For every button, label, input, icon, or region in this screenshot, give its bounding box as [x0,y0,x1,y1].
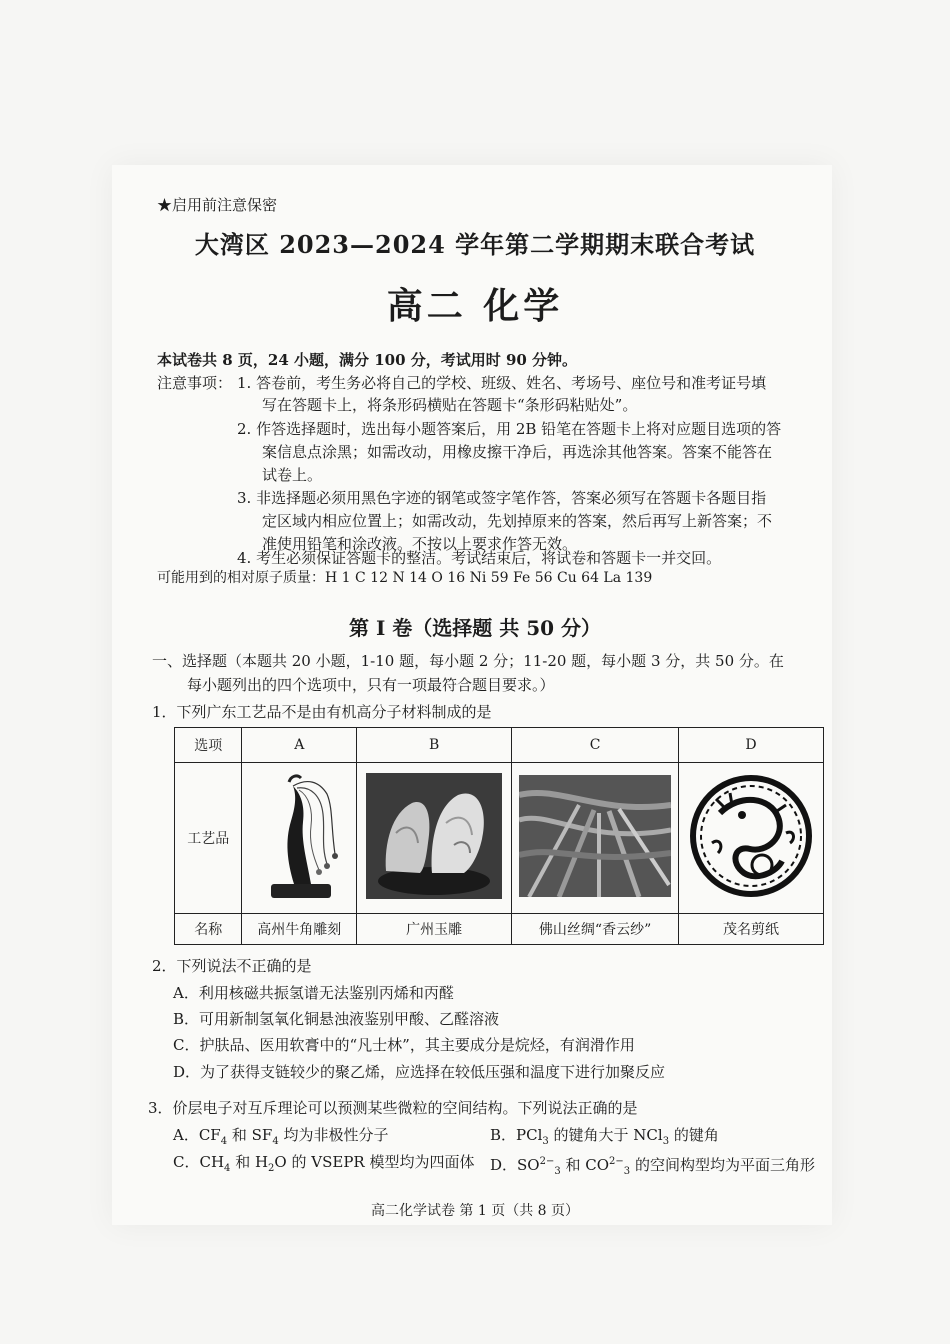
note-line: 1. 答卷前，考生务必将自己的学校、班级、姓名、考场号、座位号和准考证号填 [237,374,767,392]
q3-option-c: C．$CH_4$ 和 $H_2O$ 的 VSEPR 模型均为四面体 [173,1153,475,1174]
page-footer: 高二化学试卷 第 1 页（共 8 页） [370,1203,580,1219]
option-letter: A [242,728,357,763]
q3-option-d: D．$SO^{2-}_3$ 和 $CO^{2-}_3$ 的空间构型均为平面三角形 [490,1156,815,1177]
q2-stem: 2．下列说法不正确的是 [152,957,312,975]
q1-options-table [174,727,824,945]
note-line: 2. 作答选择题时，选出每小题答案后，用 2B 铅笔在答题卡上将对应题目选项的答 [237,420,782,438]
confidential-label: ★启用前注意保密 [157,196,278,214]
q1-stem: 1．下列广东工艺品不是由有机高分子材料制成的是 [152,703,492,721]
option-name: 广州玉雕 [357,914,512,945]
paper-cutting-image [690,773,812,899]
note-line: 案信息点涂黑；如需改动，用橡皮擦干净后，再选涂其他答案。答案不能答在 [262,443,773,461]
row-label: 名称 [175,914,242,945]
option-name: 高州牛角雕刻 [242,914,357,945]
option-letter: C [512,728,679,763]
horn-carving-image [249,766,349,906]
q2-option-a: A．利用核磁共振氢谱无法鉴别丙烯和丙醛 [173,984,454,1002]
q3-option-b: B．PCl$_3$ 的键角大于 NCl$_3$ 的键角 [490,1126,719,1147]
option-letter: B [357,728,512,763]
note-line: 试卷上。 [262,466,323,484]
option-name: 茂名剪纸 [679,914,824,945]
section-title: 第 I 卷（选择题 共 50 分） [348,616,601,640]
q2-option-c: C．护肤品、医用软膏中的“凡士林”，其主要成分是烷烃，有润滑作用 [173,1036,635,1054]
part1-instruction: 每小题列出的四个选项中，只有一项最符合题目要求。） [187,676,555,694]
option-image-cell [679,763,824,914]
row-label: 工艺品 [175,763,242,914]
exam-subtitle: 高二 化学 [386,285,564,327]
option-image-cell [512,763,679,914]
q2-option-d: D．为了获得支链较少的聚乙烯，应选择在较低压强和温度下进行加聚反应 [173,1063,666,1081]
part1-instruction: 一、选择题（本题共 20 小题，1-10 题，每小题 2 分；11-20 题，每小题 3 分，共 50 分。在 [152,652,784,670]
exam-intro: 本试卷共 8 页，24 小题，满分 100 分，考试用时 90 分钟。 [157,351,578,369]
atomic-masses: 可能用到的相对原子质量：H 1 C 12 N 14 O 16 Ni 59 Fe 56 Cu 64 La 139 [157,570,653,586]
option-image-cell [242,763,357,914]
q2-option-b: B．可用新制氢氧化铜悬浊液鉴别甲酸、乙醛溶液 [173,1010,500,1028]
row-label: 选项 [175,728,242,763]
jade-carving-image [366,773,502,899]
exam-title: 大湾区 2023—2024 学年第二学期期末联合考试 [194,230,756,259]
note-line: 准使用铅笔和涂改液。不按以上要求作答无效。 [262,535,578,553]
option-letter: D [679,728,824,763]
notes-label: 注意事项： [157,374,233,392]
q3-option-a: A．$CF_4$ 和 $SF_4$ 均为非极性分子 [173,1126,389,1147]
q3-stem: 3．价层电子对互斥理论可以预测某些微粒的空间结构。下列说法正确的是 [148,1099,638,1117]
note-line: 3. 非选择题必须用黑色字迹的钢笔或签字笔作答，答案必须写在答题卡各题目指 [237,489,767,507]
option-image-cell [357,763,512,914]
note-line: 4. 考生必须保证答题卡的整洁。考试结束后，将试卷和答题卡一并交回。 [237,549,722,567]
note-line: 定区域内相应位置上；如需改动，先划掉原来的答案，然后再写上新答案；不 [262,512,773,530]
silk-fabric-image [519,775,671,897]
note-line: 写在答题卡上，将条形码横贴在答题卡“条形码粘贴处”。 [262,396,638,414]
option-name: 佛山丝绸“香云纱” [512,914,679,945]
